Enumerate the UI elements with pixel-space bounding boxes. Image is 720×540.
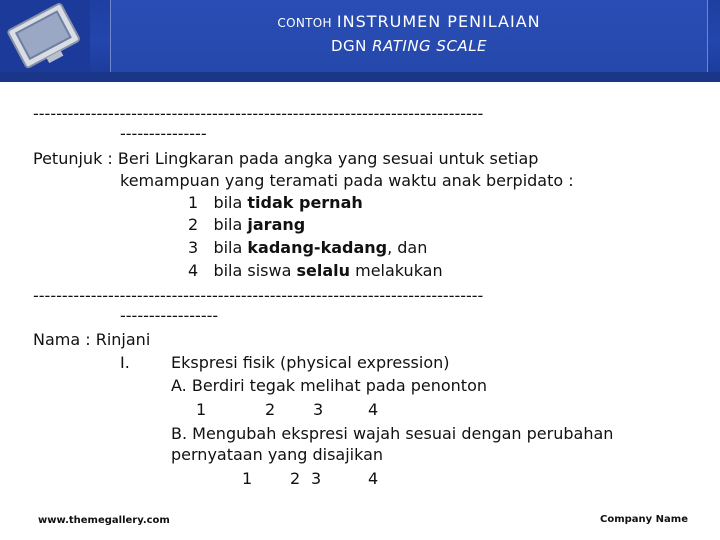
scale-number: 1 <box>188 193 199 212</box>
scale-desc-bold: tidak pernah <box>247 193 363 212</box>
student-name: Nama : Rinjani <box>33 330 151 349</box>
computer-monitor-icon <box>0 0 90 72</box>
scale-desc-post: , dan <box>387 238 428 257</box>
header-bottom-band <box>0 72 720 82</box>
scale-desc-bold: kadang-kadang <box>247 238 388 257</box>
title-box <box>110 0 708 72</box>
rating-option[interactable]: 1 <box>196 400 207 419</box>
footer-website: www.themegallery.com <box>38 515 170 526</box>
rating-option[interactable]: 4 <box>368 469 379 488</box>
rating-option[interactable]: 2 <box>265 400 276 419</box>
rating-option[interactable]: 4 <box>368 400 379 419</box>
instruction-text: Petunjuk : Beri Lingkaran pada angka yang sesuai untuk setiap <box>33 149 539 168</box>
rating-option[interactable]: 3 <box>311 469 322 488</box>
scale-number: 2 <box>188 215 199 234</box>
scale-desc-bold: jarang <box>247 215 306 234</box>
title-rating-scale: RATING SCALE <box>372 37 488 55</box>
rating-option[interactable]: 2 <box>290 469 301 488</box>
header-banner <box>0 0 720 82</box>
page-title-line1 <box>111 12 707 31</box>
title-prefix: CONTOH <box>277 16 332 30</box>
separator-dashes-continued: --------------- <box>120 124 207 143</box>
separator-dashes: ------------------------------------------------------------------------------ <box>33 286 484 305</box>
rating-option[interactable]: 1 <box>242 469 253 488</box>
item-b-text-line2: pernyataan yang disajikan <box>171 445 384 464</box>
scale-option-2 <box>188 214 305 236</box>
separator-dashes-continued: ----------------- <box>120 306 219 325</box>
scale-desc: bila <box>213 238 248 257</box>
scale-number: 3 <box>188 238 199 257</box>
scale-desc: bila <box>213 193 248 212</box>
footer-company: Company Name <box>600 514 688 525</box>
item-a-text: A. Berdiri tegak melihat pada penonton <box>171 376 487 395</box>
scale-desc: bila <box>213 215 248 234</box>
section-number: I. <box>120 353 130 372</box>
page-title-line2 <box>111 37 707 55</box>
item-b-text: B. Mengubah ekspresi wajah sesuai dengan perubahan <box>171 424 614 443</box>
scale-desc-bold: selalu <box>296 261 351 280</box>
scale-option-3 <box>188 237 427 259</box>
title-line2-prefix: DGN <box>330 37 373 55</box>
scale-desc-post: melakukan <box>350 261 443 280</box>
scale-option-4 <box>188 260 443 282</box>
separator-dashes: ------------------------------------------------------------------------------ <box>33 104 484 123</box>
section-title: Ekspresi fisik (physical expression) <box>171 353 450 372</box>
title-main: INSTRUMEN PENILAIAN <box>336 12 541 31</box>
scale-desc: bila siswa <box>213 261 297 280</box>
rating-option[interactable]: 3 <box>313 400 324 419</box>
scale-number: 4 <box>188 261 199 280</box>
scale-option-1 <box>188 192 363 214</box>
instruction-text-line2: kemampuan yang teramati pada waktu anak berpidato : <box>120 171 574 190</box>
